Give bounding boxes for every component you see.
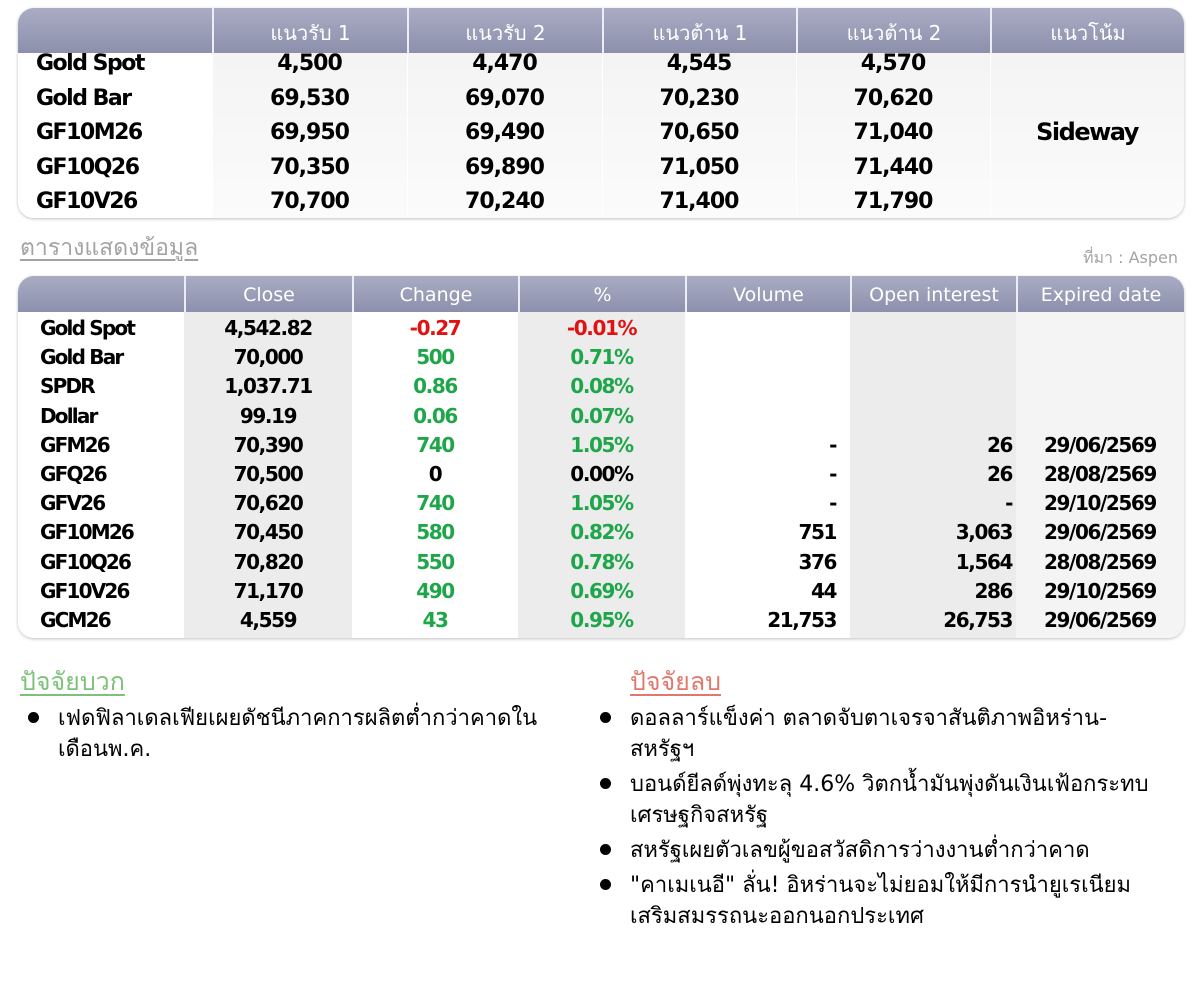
instrument-name: Gold Bar bbox=[36, 85, 131, 111]
factor-text: บอนด์ยีลด์พุ่งทะลุ 4.6% วิตกน้ำมันพุ่งดันเงินเฟ้อกระทบเศรษฐกิจสหรัฐ bbox=[630, 772, 1149, 828]
resistance-2-value: 71,790 bbox=[853, 189, 933, 214]
change-value: 580 bbox=[416, 520, 454, 545]
change-value: -0.27 bbox=[409, 316, 461, 340]
open-interest-value: 1,564 bbox=[955, 549, 1012, 574]
percent-value: 1.05% bbox=[570, 432, 633, 457]
resistance-1-value: 71,400 bbox=[659, 189, 739, 214]
instrument-name: Dollar bbox=[40, 403, 97, 428]
percent-value: -0.01% bbox=[566, 316, 637, 340]
resistance-1-value: 70,230 bbox=[659, 85, 739, 111]
open-interest-value: 286 bbox=[974, 578, 1012, 603]
instrument-name: GF10M26 bbox=[40, 520, 134, 545]
instrument-name: GF10Q26 bbox=[36, 154, 139, 180]
percent-value: 0.08% bbox=[570, 374, 633, 399]
resistance-2-value: 4,570 bbox=[860, 51, 926, 76]
table-row bbox=[18, 151, 1184, 185]
header-percent: % bbox=[518, 276, 685, 312]
percent-value: 0.95% bbox=[570, 608, 633, 632]
table-header bbox=[18, 276, 1184, 312]
instrument-name: Gold Spot bbox=[36, 51, 144, 76]
table-row bbox=[18, 577, 1184, 606]
expired-date-value: 29/10/2569 bbox=[1044, 491, 1156, 516]
instrument-name: GFM26 bbox=[40, 432, 109, 457]
support-2-value: 70,240 bbox=[465, 189, 544, 214]
instrument-name: SPDR bbox=[40, 374, 94, 399]
support-1-value: 70,700 bbox=[270, 189, 349, 214]
instrument-name: GFV26 bbox=[40, 491, 105, 516]
header-trend: แนวโน้ม bbox=[990, 8, 1184, 53]
expired-date-value: 28/08/2569 bbox=[1044, 549, 1156, 574]
bullet-icon bbox=[600, 879, 611, 890]
support-resistance-table bbox=[18, 8, 1184, 218]
support-2-value: 69,070 bbox=[465, 85, 544, 111]
change-value: 490 bbox=[416, 578, 454, 603]
resistance-1-value: 4,545 bbox=[666, 51, 732, 76]
support-1-value: 69,950 bbox=[270, 120, 349, 145]
open-interest-value: 26 bbox=[986, 432, 1012, 457]
resistance-1-value: 71,050 bbox=[659, 154, 739, 180]
support-2-value: 69,490 bbox=[465, 120, 544, 145]
change-value: 0.06 bbox=[413, 403, 457, 428]
percent-value: 0.00% bbox=[570, 462, 633, 486]
support-1-value: 70,350 bbox=[270, 154, 349, 180]
resistance-2-value: 70,620 bbox=[853, 85, 933, 111]
expired-date-value: 28/08/2569 bbox=[1044, 462, 1156, 486]
open-interest-value: - bbox=[1005, 491, 1012, 516]
table-row bbox=[18, 489, 1184, 518]
close-value: 4,559 bbox=[239, 608, 297, 632]
header-open-interest: Open interest bbox=[850, 276, 1016, 312]
factor-text: สหรัฐเผยตัวเลขผู้ขอสวัสดิการว่างงานต่ำกว่าคาด bbox=[630, 838, 1090, 863]
table-row bbox=[18, 82, 1184, 116]
header-support-2: แนวรับ 2 bbox=[407, 8, 602, 53]
resistance-2-value: 71,440 bbox=[853, 154, 933, 180]
table-row bbox=[18, 402, 1184, 431]
instrument-name: GF10M26 bbox=[36, 120, 142, 145]
header-resistance-1: แนวต้าน 1 bbox=[602, 8, 796, 53]
expired-date-value: 29/06/2569 bbox=[1044, 608, 1156, 632]
header-close: Close bbox=[184, 276, 352, 312]
header-support-1: แนวรับ 1 bbox=[212, 8, 407, 53]
resistance-1-value: 70,650 bbox=[659, 120, 739, 145]
close-value: 1,037.71 bbox=[224, 374, 312, 399]
change-value: 0.86 bbox=[413, 374, 457, 399]
factor-text: "คาเมเนอี" ลั่น! อิหร่านจะไม่ยอมให้มีการนำยูเรเนียมเสริมสมรรถนะออกนอกประเทศ bbox=[630, 873, 1132, 929]
volume-value: - bbox=[829, 462, 836, 486]
volume-value: 21,753 bbox=[767, 608, 836, 632]
open-interest-value: 3,063 bbox=[955, 520, 1012, 545]
resistance-2-value: 71,040 bbox=[853, 120, 933, 145]
table-row bbox=[18, 431, 1184, 460]
table-row bbox=[18, 518, 1184, 547]
positive-factors-title: ปัจจัยบวก bbox=[20, 667, 125, 696]
market-data-table bbox=[18, 276, 1184, 638]
close-value: 71,170 bbox=[233, 578, 303, 603]
table-row bbox=[18, 606, 1184, 635]
close-value: 70,390 bbox=[233, 432, 303, 457]
support-1-value: 4,500 bbox=[277, 51, 342, 76]
volume-value: 44 bbox=[810, 578, 836, 603]
support-2-value: 4,470 bbox=[472, 51, 537, 76]
close-value: 99.19 bbox=[239, 403, 297, 428]
trend-value: Sideway bbox=[1036, 118, 1138, 146]
bullet-icon bbox=[600, 712, 611, 723]
close-value: 70,450 bbox=[233, 520, 303, 545]
instrument-name: Gold Bar bbox=[40, 345, 123, 370]
close-value: 70,620 bbox=[233, 491, 303, 516]
instrument-name: GF10V26 bbox=[40, 578, 129, 603]
volume-value: 751 bbox=[798, 520, 836, 545]
header-resistance-2: แนวต้าน 2 bbox=[796, 8, 990, 53]
factor-text: ดอลลาร์แข็งค่า ตลาดจับตาเจรจาสันติภาพอิหร่าน-สหรัฐฯ bbox=[630, 706, 1108, 762]
instrument-name: Gold Spot bbox=[40, 316, 135, 340]
table-row bbox=[18, 343, 1184, 372]
percent-value: 0.78% bbox=[570, 549, 633, 574]
factor-text: เฟดฟิลาเดลเฟียเผยดัชนีภาคการผลิตต่ำกว่าคาดในเดือนพ.ค. bbox=[58, 706, 538, 762]
change-value: 0 bbox=[428, 462, 442, 486]
close-value: 70,000 bbox=[233, 345, 303, 370]
percent-value: 0.82% bbox=[570, 520, 633, 545]
expired-date-value: 29/06/2569 bbox=[1044, 520, 1156, 545]
positive-factors-list bbox=[58, 703, 538, 769]
open-interest-value: 26 bbox=[986, 462, 1012, 486]
close-value: 70,500 bbox=[233, 462, 303, 486]
table-row bbox=[18, 372, 1184, 401]
open-interest-value: 26,753 bbox=[943, 608, 1012, 632]
data-table-title: ตารางแสดงข้อมูล bbox=[20, 235, 199, 261]
percent-value: 0.69% bbox=[570, 578, 633, 603]
change-value: 500 bbox=[416, 345, 454, 370]
negative-factor-item bbox=[630, 703, 1150, 765]
instrument-name: GCM26 bbox=[40, 608, 110, 632]
data-source: ที่มา : Aspen bbox=[1082, 248, 1178, 267]
negative-factor-item bbox=[630, 769, 1150, 831]
table-row bbox=[18, 548, 1184, 577]
table-row bbox=[18, 460, 1184, 489]
negative-factor-item bbox=[630, 870, 1150, 932]
expired-date-value: 29/10/2569 bbox=[1044, 578, 1156, 603]
bullet-icon bbox=[600, 844, 611, 855]
change-value: 43 bbox=[422, 608, 448, 632]
bullet-icon bbox=[600, 778, 611, 789]
table-row bbox=[18, 185, 1184, 218]
volume-value: - bbox=[829, 432, 836, 457]
instrument-name: GF10V26 bbox=[36, 189, 137, 214]
change-value: 550 bbox=[416, 549, 454, 574]
positive-factor-item bbox=[58, 703, 538, 765]
instrument-name: GF10Q26 bbox=[40, 549, 131, 574]
negative-factors-list bbox=[630, 703, 1150, 936]
percent-value: 1.05% bbox=[570, 491, 633, 516]
header-expired-date: Expired date bbox=[1016, 276, 1184, 312]
percent-value: 0.07% bbox=[570, 403, 633, 428]
support-1-value: 69,530 bbox=[270, 85, 349, 111]
percent-value: 0.71% bbox=[570, 345, 633, 370]
instrument-name: GFQ26 bbox=[40, 462, 106, 486]
close-value: 70,820 bbox=[233, 549, 303, 574]
close-value: 4,542.82 bbox=[224, 316, 312, 340]
header-change: Change bbox=[352, 276, 518, 312]
header-volume: Volume bbox=[685, 276, 850, 312]
change-value: 740 bbox=[416, 432, 454, 457]
support-2-value: 69,890 bbox=[465, 154, 544, 180]
volume-value: - bbox=[829, 491, 836, 516]
change-value: 740 bbox=[416, 491, 454, 516]
volume-value: 376 bbox=[798, 549, 836, 574]
table-row bbox=[18, 314, 1184, 343]
expired-date-value: 29/06/2569 bbox=[1044, 432, 1156, 457]
bullet-icon bbox=[28, 712, 39, 723]
negative-factors-title: ปัจจัยลบ bbox=[630, 667, 722, 696]
negative-factor-item bbox=[630, 835, 1150, 866]
table-row bbox=[18, 47, 1184, 81]
